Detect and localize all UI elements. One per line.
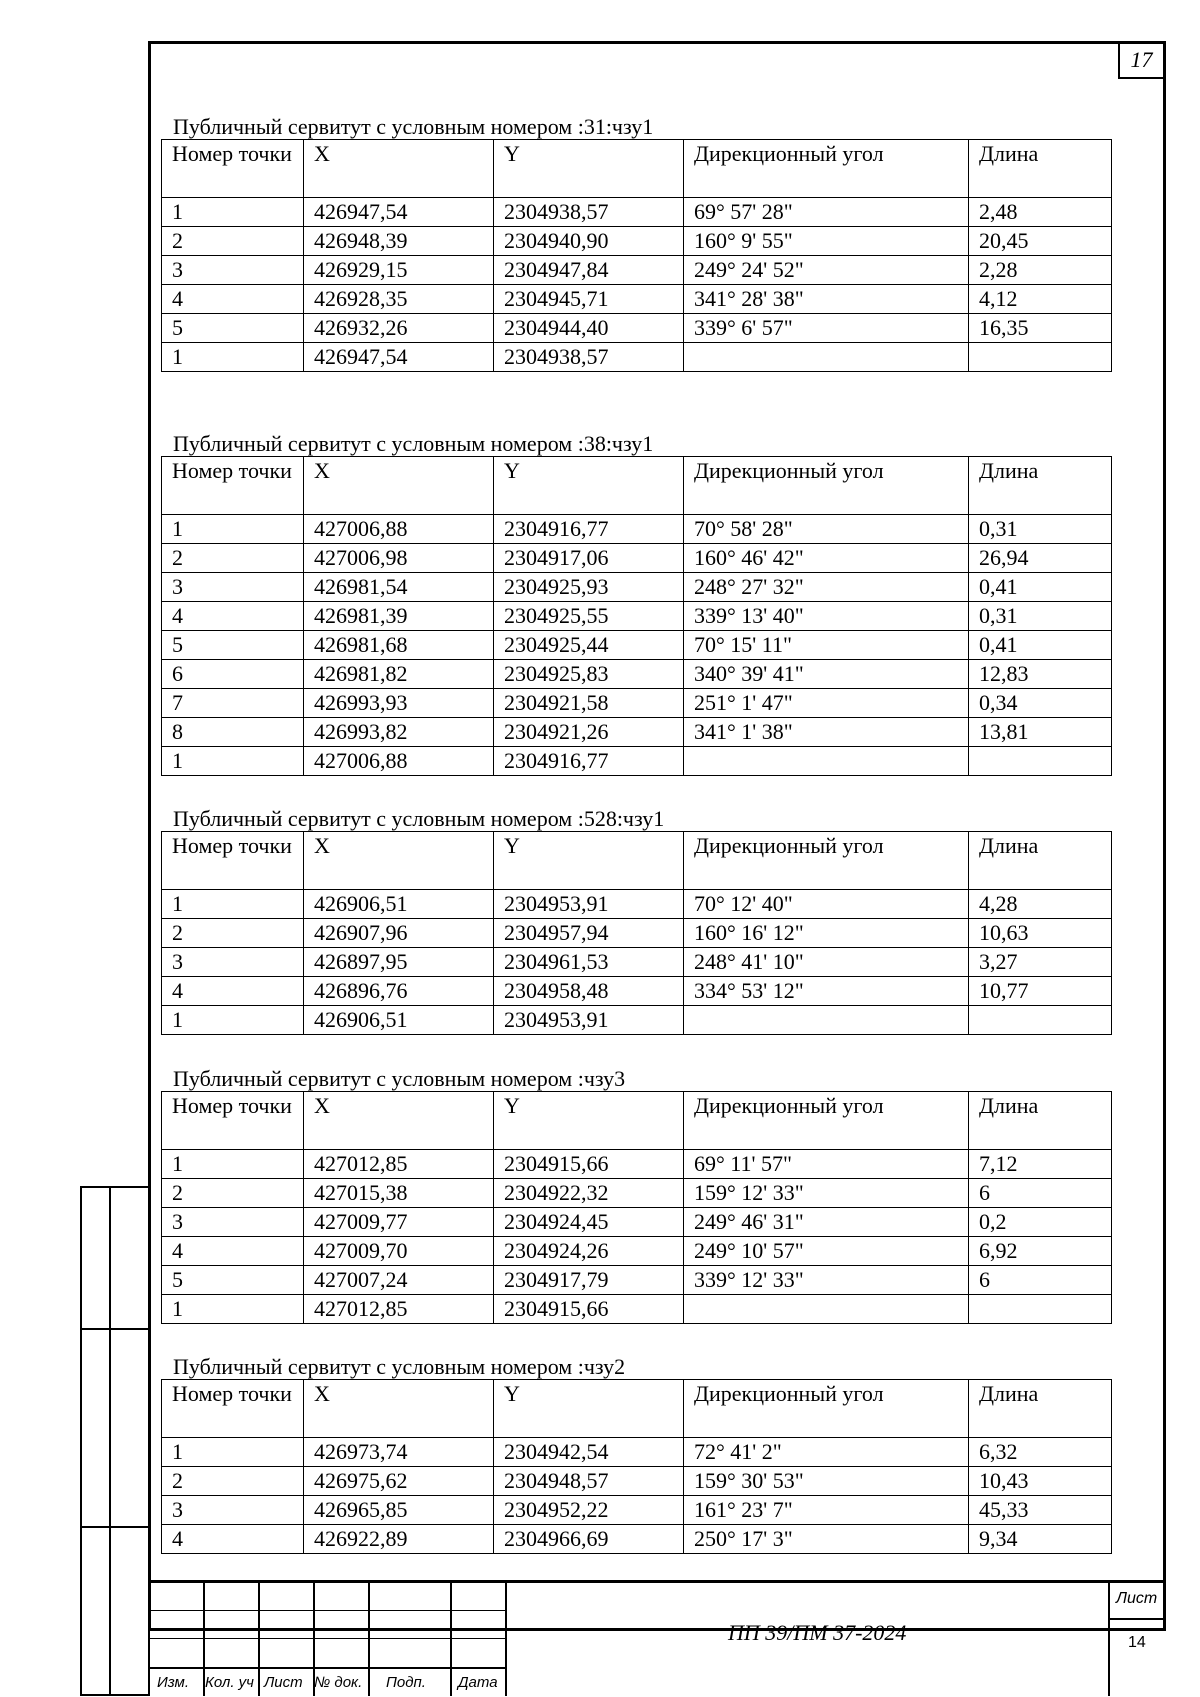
table-cell: 2304940,90 bbox=[494, 227, 684, 256]
table-row bbox=[162, 227, 1112, 256]
table-cell bbox=[969, 1295, 1112, 1324]
table-row bbox=[162, 1266, 1112, 1295]
table-cell: 2304942,54 bbox=[494, 1438, 684, 1467]
table-cell: 2304924,26 bbox=[494, 1237, 684, 1266]
table-cell: 70° 58' 28" bbox=[684, 515, 969, 544]
table-cell: 426906,51 bbox=[304, 890, 494, 919]
table-cell: 6 bbox=[969, 1179, 1112, 1208]
table-cell: 0,34 bbox=[969, 689, 1112, 718]
table-cell: 2 bbox=[162, 227, 304, 256]
table-cell: 339° 13' 40" bbox=[684, 602, 969, 631]
table-cell: 26,94 bbox=[969, 544, 1112, 573]
table-cell: 2304952,22 bbox=[494, 1496, 684, 1525]
table-cell: 10,43 bbox=[969, 1467, 1112, 1496]
table-cell: 339° 6' 57" bbox=[684, 314, 969, 343]
table-row bbox=[162, 1150, 1112, 1179]
section-title: Публичный сервитут с условным номером :31:чзу1 bbox=[173, 114, 654, 139]
table-row bbox=[162, 343, 1112, 372]
table-cell: 426947,54 bbox=[304, 343, 494, 372]
table-header-row bbox=[162, 457, 1112, 515]
table-cell: 4 bbox=[162, 602, 304, 631]
table-cell: 426929,15 bbox=[304, 256, 494, 285]
table-cell: 2304915,66 bbox=[494, 1150, 684, 1179]
table-cell: 340° 39' 41" bbox=[684, 660, 969, 689]
table-cell: 20,45 bbox=[969, 227, 1112, 256]
column-header: Y bbox=[494, 1380, 684, 1438]
table-cell: 4,12 bbox=[969, 285, 1112, 314]
table-cell: 426973,74 bbox=[304, 1438, 494, 1467]
table-cell: 249° 46' 31" bbox=[684, 1208, 969, 1237]
table-row bbox=[162, 977, 1112, 1006]
table-cell: 5 bbox=[162, 1266, 304, 1295]
table-cell: 426993,82 bbox=[304, 718, 494, 747]
table-cell: 426975,62 bbox=[304, 1467, 494, 1496]
servitude-section bbox=[161, 1355, 1111, 1554]
table-cell bbox=[684, 1295, 969, 1324]
table-cell: 3 bbox=[162, 1496, 304, 1525]
table-cell: 1 bbox=[162, 747, 304, 776]
table-row bbox=[162, 1295, 1112, 1324]
table-header-row bbox=[162, 1380, 1112, 1438]
table-cell: 2304944,40 bbox=[494, 314, 684, 343]
table-cell: 2304922,32 bbox=[494, 1179, 684, 1208]
column-header: Номер точки bbox=[162, 457, 304, 515]
table-cell: 2 bbox=[162, 1179, 304, 1208]
column-header: X bbox=[304, 1092, 494, 1150]
column-header: Y bbox=[494, 832, 684, 890]
table-cell: 0,2 bbox=[969, 1208, 1112, 1237]
table-cell: 2304948,57 bbox=[494, 1467, 684, 1496]
table-cell: 16,35 bbox=[969, 314, 1112, 343]
table-cell: 426993,93 bbox=[304, 689, 494, 718]
table-cell: 427012,85 bbox=[304, 1150, 494, 1179]
table-cell: 250° 17' 3" bbox=[684, 1525, 969, 1554]
table-cell: 426981,39 bbox=[304, 602, 494, 631]
table-cell: 3 bbox=[162, 1208, 304, 1237]
table-cell: 426906,51 bbox=[304, 1006, 494, 1035]
table-cell: 160° 46' 42" bbox=[684, 544, 969, 573]
table-cell: 6 bbox=[969, 1266, 1112, 1295]
table-cell: 426981,82 bbox=[304, 660, 494, 689]
table-cell: 426932,26 bbox=[304, 314, 494, 343]
column-header: X bbox=[304, 1380, 494, 1438]
column-header: Y bbox=[494, 140, 684, 198]
table-row bbox=[162, 1496, 1112, 1525]
table-row bbox=[162, 948, 1112, 977]
table-cell: 249° 10' 57" bbox=[684, 1237, 969, 1266]
title-block-row-line bbox=[148, 1667, 505, 1669]
label-izm: Изм. bbox=[157, 1674, 189, 1691]
table-row bbox=[162, 1438, 1112, 1467]
table-cell: 1 bbox=[162, 515, 304, 544]
table-cell bbox=[684, 343, 969, 372]
label-signature: Подп. bbox=[386, 1674, 426, 1691]
table-header-row bbox=[162, 140, 1112, 198]
coordinates-table bbox=[161, 139, 1112, 372]
table-cell: 159° 12' 33" bbox=[684, 1179, 969, 1208]
table-cell: 427006,88 bbox=[304, 747, 494, 776]
table-cell: 4 bbox=[162, 977, 304, 1006]
table-cell: 2304925,93 bbox=[494, 573, 684, 602]
label-list: Лист bbox=[264, 1674, 303, 1691]
section-title: Публичный сервитут с условным номером :чзу3 bbox=[173, 1066, 626, 1091]
column-header: Длина bbox=[969, 457, 1112, 515]
table-cell: 4,28 bbox=[969, 890, 1112, 919]
title-block-top-border bbox=[148, 1580, 1166, 1583]
table-cell: 2304961,53 bbox=[494, 948, 684, 977]
table-cell: 161° 23' 7" bbox=[684, 1496, 969, 1525]
column-header: Длина bbox=[969, 1092, 1112, 1150]
table-cell bbox=[969, 1006, 1112, 1035]
table-cell: 427006,98 bbox=[304, 544, 494, 573]
table-cell: 2304925,55 bbox=[494, 602, 684, 631]
coordinates-table bbox=[161, 456, 1112, 776]
table-cell: 426947,54 bbox=[304, 198, 494, 227]
table-cell: 2304947,84 bbox=[494, 256, 684, 285]
table-row bbox=[162, 919, 1112, 948]
table-cell: 13,81 bbox=[969, 718, 1112, 747]
table-cell: 1 bbox=[162, 890, 304, 919]
table-row bbox=[162, 1208, 1112, 1237]
title-block-sheet-row bbox=[1108, 1618, 1166, 1620]
table-header-row bbox=[162, 1092, 1112, 1150]
table-cell: 2304915,66 bbox=[494, 1295, 684, 1324]
table-cell bbox=[684, 747, 969, 776]
binding-strip-divider bbox=[109, 1186, 111, 1696]
table-cell bbox=[684, 1006, 969, 1035]
table-cell: 6 bbox=[162, 660, 304, 689]
table-cell: 426907,96 bbox=[304, 919, 494, 948]
table-cell: 2304938,57 bbox=[494, 343, 684, 372]
table-cell: 10,77 bbox=[969, 977, 1112, 1006]
table-cell: 2 bbox=[162, 1467, 304, 1496]
label-kol-uch: Кол. уч bbox=[205, 1674, 254, 1691]
table-cell: 70° 15' 11" bbox=[684, 631, 969, 660]
table-cell: 4 bbox=[162, 1237, 304, 1266]
table-cell: 2304958,48 bbox=[494, 977, 684, 1006]
table-header-row bbox=[162, 832, 1112, 890]
title-block-column-line bbox=[505, 1580, 507, 1696]
table-row bbox=[162, 689, 1112, 718]
servitude-section bbox=[161, 115, 1111, 372]
column-header: Номер точки bbox=[162, 1380, 304, 1438]
table-cell: 3 bbox=[162, 573, 304, 602]
table-cell: 10,63 bbox=[969, 919, 1112, 948]
table-cell: 2304921,26 bbox=[494, 718, 684, 747]
table-cell: 1 bbox=[162, 1438, 304, 1467]
column-header: Дирекционный угол bbox=[684, 1092, 969, 1150]
table-cell: 4 bbox=[162, 1525, 304, 1554]
table-cell: 0,31 bbox=[969, 515, 1112, 544]
table-cell: 2304916,77 bbox=[494, 515, 684, 544]
table-cell: 0,41 bbox=[969, 631, 1112, 660]
title-block-row-line bbox=[148, 1610, 505, 1611]
column-header: Дирекционный угол bbox=[684, 1380, 969, 1438]
table-cell: 2304925,83 bbox=[494, 660, 684, 689]
table-row bbox=[162, 718, 1112, 747]
table-row bbox=[162, 1467, 1112, 1496]
table-cell: 426928,35 bbox=[304, 285, 494, 314]
table-cell: 426922,89 bbox=[304, 1525, 494, 1554]
table-cell: 251° 1' 47" bbox=[684, 689, 969, 718]
table-row bbox=[162, 890, 1112, 919]
table-cell: 426896,76 bbox=[304, 977, 494, 1006]
binding-strip-divider bbox=[80, 1526, 150, 1528]
table-row bbox=[162, 573, 1112, 602]
servitude-section bbox=[161, 432, 1111, 776]
table-cell: 7 bbox=[162, 689, 304, 718]
table-cell: 427006,88 bbox=[304, 515, 494, 544]
column-header: Длина bbox=[969, 140, 1112, 198]
table-cell: 2304916,77 bbox=[494, 747, 684, 776]
table-row bbox=[162, 256, 1112, 285]
column-header: Дирекционный угол bbox=[684, 832, 969, 890]
page-number-top: 17 bbox=[1118, 43, 1163, 79]
table-row bbox=[162, 1179, 1112, 1208]
table-cell: 159° 30' 53" bbox=[684, 1467, 969, 1496]
table-cell: 249° 24' 52" bbox=[684, 256, 969, 285]
table-cell: 70° 12' 40" bbox=[684, 890, 969, 919]
table-cell: 8 bbox=[162, 718, 304, 747]
table-cell: 1 bbox=[162, 343, 304, 372]
table-cell bbox=[969, 343, 1112, 372]
table-cell: 2304953,91 bbox=[494, 890, 684, 919]
table-cell: 1 bbox=[162, 1295, 304, 1324]
table-cell: 426981,54 bbox=[304, 573, 494, 602]
table-cell: 12,83 bbox=[969, 660, 1112, 689]
table-cell: 0,31 bbox=[969, 602, 1112, 631]
column-header: Номер точки bbox=[162, 140, 304, 198]
table-row bbox=[162, 1006, 1112, 1035]
column-header: Y bbox=[494, 1092, 684, 1150]
table-cell: 3 bbox=[162, 256, 304, 285]
table-row bbox=[162, 1237, 1112, 1266]
table-cell: 6,92 bbox=[969, 1237, 1112, 1266]
table-cell: 426965,85 bbox=[304, 1496, 494, 1525]
table-row bbox=[162, 285, 1112, 314]
column-header: Номер точки bbox=[162, 832, 304, 890]
table-cell: 2304945,71 bbox=[494, 285, 684, 314]
table-cell: 3,27 bbox=[969, 948, 1112, 977]
table-cell: 427007,24 bbox=[304, 1266, 494, 1295]
table-cell: 426981,68 bbox=[304, 631, 494, 660]
title-block-row-line bbox=[148, 1638, 505, 1639]
table-row bbox=[162, 544, 1112, 573]
table-cell: 160° 16' 12" bbox=[684, 919, 969, 948]
table-cell: 248° 27' 32" bbox=[684, 573, 969, 602]
label-date: Дата bbox=[458, 1674, 498, 1691]
table-cell: 72° 41' 2" bbox=[684, 1438, 969, 1467]
sheet-number: 14 bbox=[1128, 1634, 1146, 1651]
column-header: Y bbox=[494, 457, 684, 515]
table-row bbox=[162, 660, 1112, 689]
table-cell: 1 bbox=[162, 198, 304, 227]
table-cell: 6,32 bbox=[969, 1438, 1112, 1467]
table-cell: 2304938,57 bbox=[494, 198, 684, 227]
binding-strip bbox=[80, 1186, 150, 1696]
table-cell: 160° 9' 55" bbox=[684, 227, 969, 256]
table-cell: 2304917,79 bbox=[494, 1266, 684, 1295]
table-cell: 2 bbox=[162, 544, 304, 573]
binding-strip-divider bbox=[80, 1328, 150, 1330]
table-cell bbox=[969, 747, 1112, 776]
label-doc-number: № док. bbox=[314, 1674, 363, 1691]
table-row bbox=[162, 747, 1112, 776]
coordinates-table bbox=[161, 1379, 1112, 1554]
coordinates-table bbox=[161, 831, 1112, 1035]
table-cell: 2304921,58 bbox=[494, 689, 684, 718]
table-cell: 0,41 bbox=[969, 573, 1112, 602]
sheet-label: Лист bbox=[1116, 1590, 1158, 1607]
table-cell: 427009,77 bbox=[304, 1208, 494, 1237]
column-header: X bbox=[304, 457, 494, 515]
table-cell: 2304966,69 bbox=[494, 1525, 684, 1554]
table-cell: 2 bbox=[162, 919, 304, 948]
table-row bbox=[162, 631, 1112, 660]
table-cell: 2304957,94 bbox=[494, 919, 684, 948]
table-cell: 2304953,91 bbox=[494, 1006, 684, 1035]
column-header: Дирекционный угол bbox=[684, 457, 969, 515]
table-cell: 426948,39 bbox=[304, 227, 494, 256]
table-cell: 1 bbox=[162, 1006, 304, 1035]
column-header: Номер точки bbox=[162, 1092, 304, 1150]
table-cell: 1 bbox=[162, 1150, 304, 1179]
table-cell: 2304924,45 bbox=[494, 1208, 684, 1237]
table-cell: 427009,70 bbox=[304, 1237, 494, 1266]
table-cell: 248° 41' 10" bbox=[684, 948, 969, 977]
table-row bbox=[162, 198, 1112, 227]
table-cell: 427015,38 bbox=[304, 1179, 494, 1208]
column-header: Дирекционный угол bbox=[684, 140, 969, 198]
servitude-section bbox=[161, 807, 1111, 1035]
section-title: Публичный сервитут с условным номером :38:чзу1 bbox=[173, 431, 654, 456]
table-cell: 2304925,44 bbox=[494, 631, 684, 660]
table-cell: 45,33 bbox=[969, 1496, 1112, 1525]
column-header: X bbox=[304, 832, 494, 890]
servitude-section bbox=[161, 1067, 1111, 1324]
title-block-sheet-divider bbox=[1108, 1580, 1110, 1696]
table-cell: 426897,95 bbox=[304, 948, 494, 977]
table-cell: 427012,85 bbox=[304, 1295, 494, 1324]
table-row bbox=[162, 602, 1112, 631]
table-cell: 5 bbox=[162, 314, 304, 343]
table-row bbox=[162, 515, 1112, 544]
table-cell: 3 bbox=[162, 948, 304, 977]
table-row bbox=[162, 314, 1112, 343]
column-header: Длина bbox=[969, 1380, 1112, 1438]
table-cell: 7,12 bbox=[969, 1150, 1112, 1179]
table-cell: 2304917,06 bbox=[494, 544, 684, 573]
table-cell: 341° 1' 38" bbox=[684, 718, 969, 747]
table-row bbox=[162, 1525, 1112, 1554]
table-cell: 69° 57' 28" bbox=[684, 198, 969, 227]
table-cell: 334° 53' 12" bbox=[684, 977, 969, 1006]
table-cell: 339° 12' 33" bbox=[684, 1266, 969, 1295]
column-header: Длина bbox=[969, 832, 1112, 890]
document-code: ПП 39/ПМ 37-2024 bbox=[728, 1620, 907, 1645]
table-cell: 5 bbox=[162, 631, 304, 660]
table-cell: 2,28 bbox=[969, 256, 1112, 285]
title-block bbox=[148, 1580, 1166, 1696]
table-cell: 69° 11' 57" bbox=[684, 1150, 969, 1179]
table-cell: 2,48 bbox=[969, 198, 1112, 227]
table-cell: 9,34 bbox=[969, 1525, 1112, 1554]
section-title: Публичный сервитут с условным номером :528:чзу1 bbox=[173, 806, 665, 831]
table-cell: 4 bbox=[162, 285, 304, 314]
table-cell: 341° 28' 38" bbox=[684, 285, 969, 314]
coordinates-table bbox=[161, 1091, 1112, 1324]
column-header: X bbox=[304, 140, 494, 198]
section-title: Публичный сервитут с условным номером :чзу2 bbox=[173, 1354, 626, 1379]
